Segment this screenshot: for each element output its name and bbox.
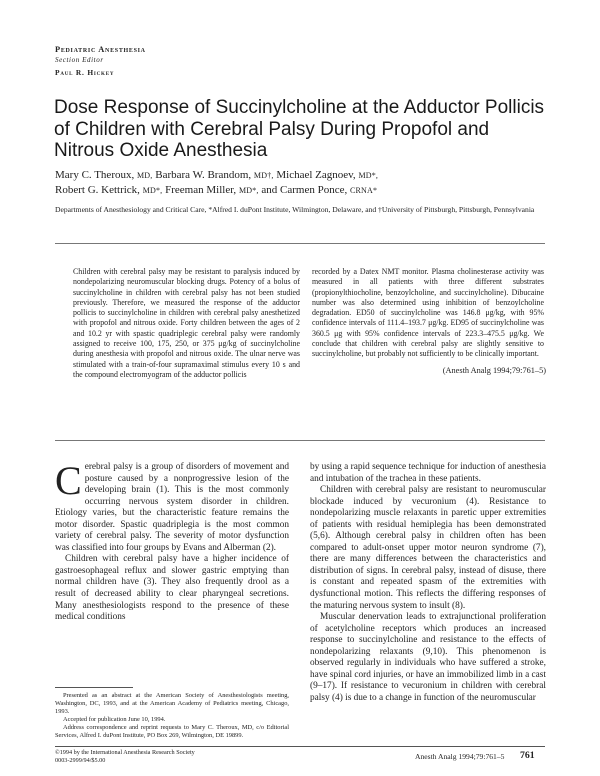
author-name: and Carmen Ponce, [261, 184, 348, 196]
author-name: Robert G. Kettrick, [55, 184, 140, 196]
paragraph-text: erebral palsy is a group of disorders of movement and posture caused by a nonprogressive lesion of the developing brain (1). This is the most commonly occurring nervous system disorder in children. Etiology varies, but the characteristic feature remains the motor disorder. Spastic quadriplegia is the most common variety of cerebral palsy. The severity of motor dysfunction was classified into four groups by Evans and Alberman (2). [55, 462, 289, 553]
author-degree: MD*, [238, 186, 259, 195]
author-degree: MD*, [142, 186, 163, 195]
section-heading: Pediatric Anesthesia [55, 45, 146, 54]
body-paragraph: Children with cerebral palsy are resistant to neuromuscular blockade induced by vecuronium (4). Resistance to nondepolarizing muscle relaxants in paretic upper extremities of patients with residual hemiplegia has been demonstrated (5,6). Although cerebral palsy in children often has been compared to adult-onset upper motor neuron syndrome (7), there are many differences between the characteristics and distribution of signs. In cerebral palsy, instead of disuse, there is constant and repeated spasm of the extremities with dysfunctional motion. This reflects the differing responses of the maturing nervous system to insult (8). [310, 485, 546, 611]
copyright-line: ©1994 by the International Anesthesia Research Society [55, 749, 195, 756]
footnote-rule [55, 687, 133, 688]
drop-cap: C [55, 458, 82, 503]
abstract-left-column: Children with cerebral palsy may be resistant to paralysis induced by nondepolarizing neuromuscular blocking drugs. Potency of a bolus of succinylcholine in children with cerebral palsy has not been studied previously. Therefore, we measured the response of the adductor pollicis to succinylcholine in children with cerebral palsy anesthetized with propofol and nitrous oxide. Forty children between the ages of 2 and 10.2 yr with spastic quadriplegic cerebral palsy were randomly assigned to receive 100, 175, 250, or 375 μg/kg of succinylcholine during anesthesia with propofol and nitrous oxide. The ulnar nerve was stimulated with a train-of-four supramaximal stimulus every 10 s and the compound electromyogram of the adductor pollicis [73, 267, 300, 379]
abstract-bottom-rule [55, 440, 545, 441]
abstract-right-column: recorded by a Datex NMT monitor. Plasma cholinesterase activity was measured in all patients with three different substrates (propionylthiocholine, benzoylcholine, and succinylcholine). Dibucaine number was also determined using inhibition of benzoylcholine degradation. ED50 of succinylcholine was 146.8 μg/kg, with 95% confidence intervals of 111.4–193.7 μg/kg. ED95 of succinylcholine was 360.5 μg with 95% confidence intervals of 223.3–475.5 μg/kg. We conclude that children with cerebral palsy are slightly sensitive to succinylcholine, but probably not sufficiently to be clinically important. [312, 267, 544, 359]
body-paragraph: Muscular denervation leads to extrajunctional proliferation of acetylcholine receptors which produces an increased response to succinylcholine and resistance to the effects of nondepolarizing relaxants (9,10). This phenomenon is observed regularly in individuals who have suffered a stroke, have spinal cord injuries, or have an immobilized limb in a cast (9–17). If resistance to vecuronium in children with cerebral palsy (4) is due to a change in function of the neuromuscular [310, 612, 546, 703]
copyright-notice [55, 749, 195, 765]
footnotes [55, 692, 289, 740]
author-name: Michael Zagnoev, [276, 169, 356, 181]
footer-rule [55, 746, 545, 747]
body-paragraph: by using a rapid sequence technique for induction of anesthesia and intubation of the trachea in these patients. [310, 462, 546, 484]
abstract-top-rule [55, 243, 545, 244]
article-title: Dose Response of Succinylcholine at the Adductor Pollicis of Children with Cerebral Palsy During Propofol and Nitrous Oxide Anesthesia [54, 97, 545, 162]
body-right-column [310, 462, 546, 704]
section-editor-role: Section Editor [55, 56, 104, 64]
abstract-citation: (Anesth Analg 1994;79:761–5) [442, 366, 546, 375]
journal-citation: Anesth Analg 1994;79:761–5 [415, 752, 505, 761]
author-name: Barbara W. Brandom, [155, 169, 252, 181]
footnote: Accepted for publication June 10, 1994. [63, 716, 166, 723]
body-paragraph [55, 458, 289, 554]
issn-line: 0003-2999/94/$5.00 [55, 757, 106, 764]
page-number: 761 [520, 750, 535, 761]
footnote: Presented as an abstract at the American Society of Anesthesiologists meeting, Washington, DC, 1993, and at the American Academy of Pediatrics meeting, Chicago, 1993. [55, 692, 289, 715]
author-degree: CRNA* [349, 186, 378, 195]
author-affiliation: Departments of Anesthesiology and Critical Care, *Alfred I. duPont Institute, Wilmington, Delaware, and †University of Pittsburgh, Pittsburgh, Pennsylvania [55, 205, 535, 214]
body-left-column [55, 458, 289, 624]
author-name: Freeman Miller, [165, 184, 237, 196]
body-paragraph: Children with cerebral palsy have a higher incidence of gastroesophageal reflux and slower gastric emptying than normal children have (3). They also frequently drool as a result of decreased ability to clear pharyngeal secretions. Many anesthesiologists respond to the presence of these medical conditions [55, 554, 289, 623]
author-degree: MD*, [358, 171, 379, 180]
section-editor-name: Paul R. Hickey [55, 68, 115, 77]
author-degree: MD, [136, 171, 153, 180]
author-name: Mary C. Theroux, [55, 169, 135, 181]
footnote: Address correspondence and reprint requests to Mary C. Theroux, MD, c/o Editorial Services, Alfred I. duPont Institute, PO Box 269, Wilmington, DE 19899. [55, 724, 289, 739]
author-degree: MD†, [253, 171, 274, 180]
author-list [55, 168, 575, 198]
